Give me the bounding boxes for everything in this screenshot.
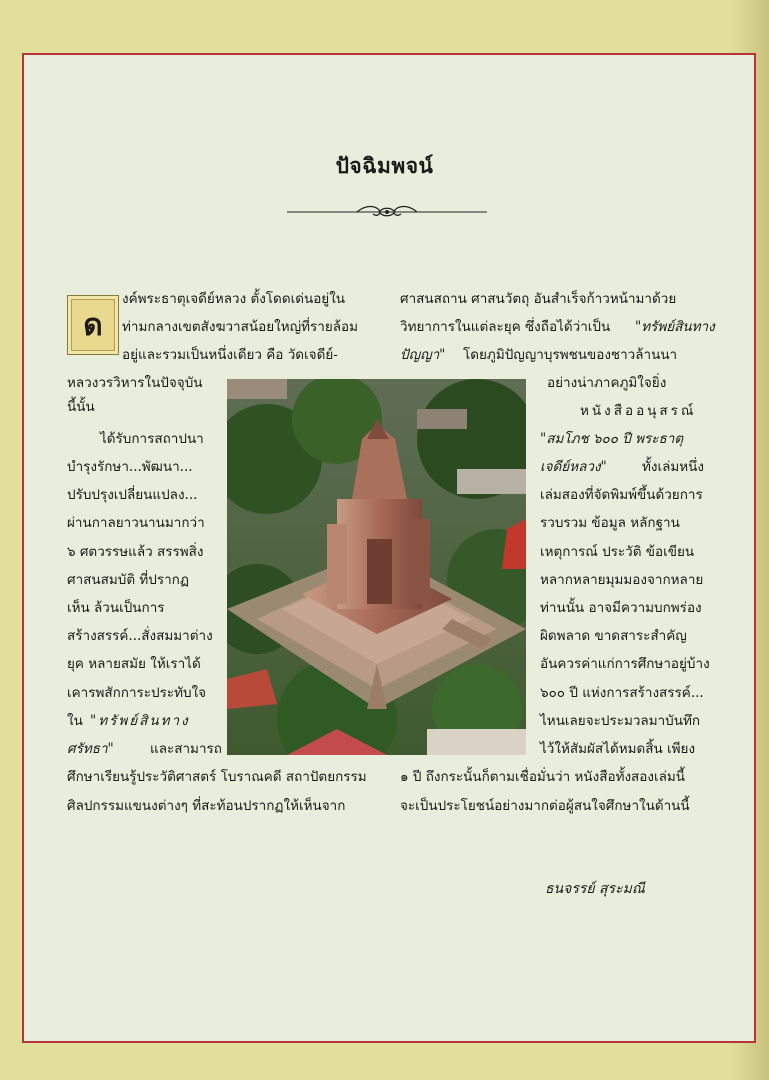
body-text-line: ๑ ปี ถึงกระนั้นก็ตามเชื่อมั่นว่า หนังสือทั้งสองเล่มนี้ xyxy=(400,769,686,785)
ornament-divider-icon xyxy=(287,204,487,220)
body-text-line: ยุค หลายสมัย ให้เราได้ xyxy=(67,656,201,672)
body-text-line: ๖๐๐ ปี แห่งการสร้างสรรค์... xyxy=(540,685,704,701)
body-text-line: ท่ามกลางเขตสังฆวาสน้อยใหญ่ที่รายล้อม xyxy=(122,319,359,335)
chedi-photo xyxy=(227,379,526,755)
body-text-line: หลากหลายมุมมองจากหลาย xyxy=(540,572,704,588)
body-text-line: อยู่และรวมเป็นหนึ่งเดียว คือ วัดเจดีย์- xyxy=(122,347,338,363)
body-text-emphasis: ปัญญา" xyxy=(400,347,446,363)
body-text-emphasis: ศรัทธา" xyxy=(67,741,114,757)
body-text-line: ศิลปกรรมแขนงต่างๆ ที่สะท้อนปรากฏให้เห็นจาก xyxy=(67,798,346,814)
author-signature: ธนจรรย์ สุระมณี xyxy=(545,881,645,897)
body-text-line: ทั้งเล่มหนึ่ง xyxy=(642,459,704,475)
body-text-line: ใน xyxy=(67,713,83,729)
body-text-line: อันควรค่าแก่การศึกษาอยู่บ้าง xyxy=(540,656,710,672)
body-text-line: โดยภูมิปัญญาบุรพชนของชาวล้านนา xyxy=(463,347,678,363)
body-text-line: และสามารถ xyxy=(150,741,222,757)
page-title: ปัจฉิมพจน์ xyxy=(335,153,434,178)
body-text-line: เล่มสองที่จัดพิมพ์ขึ้นด้วยการ xyxy=(540,487,703,503)
body-text-line: เห็น ล้วนเป็นการ xyxy=(67,600,165,616)
body-text-line: รวบรวม ข้อมูล หลักฐาน xyxy=(540,515,680,531)
body-text-line: ได้รับการสถาปนา xyxy=(100,431,204,447)
body-text-line: เหตุการณ์ ประวัติ ข้อเขียน xyxy=(540,544,695,560)
body-text-line: งค์พระธาตุเจดีย์หลวง ตั้งโดดเด่นอยู่ใน xyxy=(122,291,346,307)
drop-cap-letter: ด xyxy=(67,295,119,355)
body-text-line: ศาสนสถาน ศาสนวัตถุ อันสำเร็จก้าวหน้ามาด้วย xyxy=(400,291,677,307)
body-text-line: ผิดพลาด ขาดสาระสำคัญ xyxy=(540,628,687,644)
body-text-emphasis: "สมโภช ๖๐๐ ปี พระธาตุ xyxy=(540,431,684,447)
body-text-line: ศึกษาเรียนรู้ประวัติศาสตร์ โบราณคดี สถาปัตยกรรม xyxy=(67,769,367,785)
body-text-line: จะเป็นประโยชน์อย่างมากต่อผู้สนใจศึกษาในด้านนี้ xyxy=(400,798,690,814)
body-text-line: อย่างน่าภาคภูมิใจยิ่ง xyxy=(547,375,667,391)
body-text-emphasis: "ทรัพย์สินทาง xyxy=(635,319,715,335)
body-text-line: ปรับปรุงเปลี่ยนแปลง... xyxy=(67,487,198,503)
body-text-line: บำรุงรักษา...พัฒนา... xyxy=(67,459,193,475)
body-text-line: หนังสืออนุสรณ์ xyxy=(580,403,697,419)
body-text-line: สร้างสรรค์...สั่งสมมาต่าง xyxy=(67,628,213,644)
body-text-line: นี้นั้น xyxy=(67,399,95,415)
body-text-emphasis: "ทรัพย์สินทาง xyxy=(90,713,190,729)
body-text-emphasis: เจดีย์หลวง" xyxy=(540,459,607,475)
body-text-line: ไหนเลยจะประมวลมาบันทึก xyxy=(540,713,701,729)
body-text-line: ผ่านกาลยาวนานมากว่า xyxy=(67,515,205,531)
body-text-line: วิทยาการในแต่ละยุค ซึ่งถือได้ว่าเป็น xyxy=(400,319,611,335)
body-text-line: ๖ ศตวรรษแล้ว สรรพสิ่ง xyxy=(67,544,204,560)
body-text-line: หลวงวรวิหารในปัจจุบัน xyxy=(67,375,203,391)
body-text-line: ศาสนสมบัติ ที่ปรากฏ xyxy=(67,572,189,588)
body-text-line: ท่านนั้น อาจมีความบกพร่อง xyxy=(540,600,702,616)
body-text-line: เคารพสักการะประทับใจ xyxy=(67,685,207,701)
body-text-line: ไว้ให้สัมผัสได้หมดสิ้น เพียง xyxy=(540,741,696,757)
